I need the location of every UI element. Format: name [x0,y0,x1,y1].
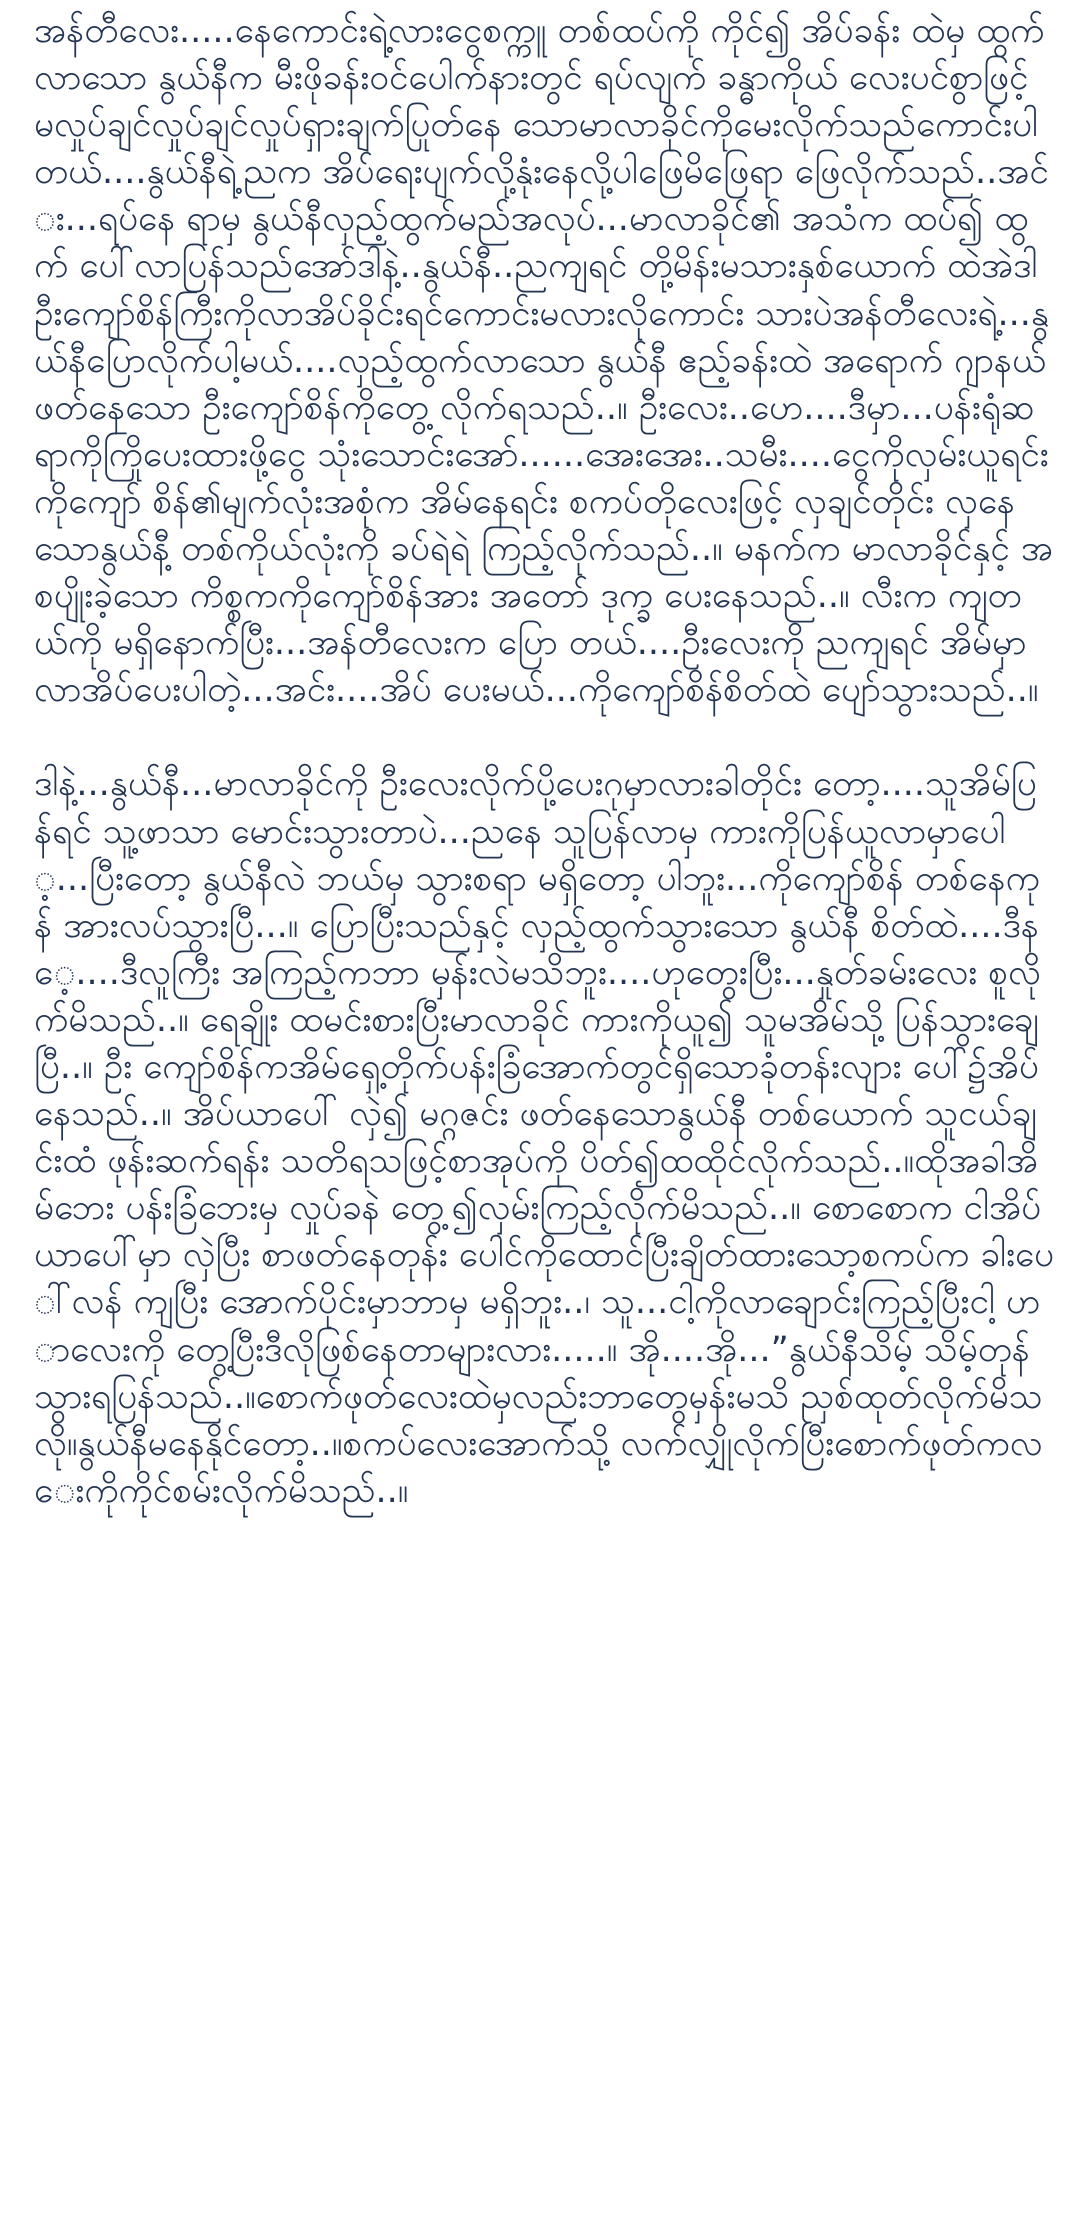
story-paragraph-2: ဒါနဲ့...နွယ်နီ...မာလာခိုင်ကို ဦးလေးလိုက်ပို့ပေးဂုမှာလားခါတိုင်း တော့....သူအိမ်ပြန်ရင် သူ့ဖာသာ မောင်းသွားတာပဲ...ညနေ သူပြန်လာမှ ကားကိုပြန်ယူလာမှာပေါ့...ပြီးတော့ နွယ်နီလဲ ဘယ်မှ သွားစရာ မရှိတော့ ပါဘူး...ကိုကျော်စိန် တစ်နေကုန် အားလပ်သွားပြီ...။ ပြောပြီးသည်နှင့် လှည့်ထွက်သွားသော နွယ်နီ စိတ်ထဲ....ဒီနေ့....ဒီလူကြီး အကြည့်ကဘာ မှန်းလဲမသိဘူး....ဟုတွေးပြီး...နှုတ်ခမ်းလေး စူလိုက်မိသည်..။ ရေချိုး ထမင်းစားပြီးမာလာခိုင် ကားကိုယူ၍ သူမအိမ်သို့ ပြန်သွားချေပြီ..။ ဦး ကျော်စိန်ကအိမ်ရှေ့တိုက်ပန်းခြံအောက်တွင်ရှိသောခုံတန်းလျား ပေါ်၌အိပ်နေသည်..။ အိပ်ယာပေါ် လှဲ၍ မဂ္ဂဇင်း ဖတ်နေသောနွယ်နီ တစ်ယောက် သူငယ်ချင်းထံ ဖုန်းဆက်ရန်း သတိရသဖြင့်စာအုပ်ကို ပိတ်၍ထထိုင်လိုက်သည်..။ထိုအခါအိမ်ဘေး ပန်းခြံဘေးမှ လှုပ်ခနဲ တွေ့၍လှမ်းကြည့်လိုက်မိသည်..။ စောစောက ငါအိပ်ယာပေါ်မှာ လှဲပြီး စာဖတ်နေတုန်း ပေါင်ကိုထောင်ပြီးချိတ်ထားသော့စကပ်က ခါးပေါ်လန် ကျပြီး အောက်ပိုင်းမှာဘာမှ မရှိဘူး..၊ သူ...ငါ့ကိုလာချောင်းကြည့်ပြီးငါ့ ဟာလေးကို တွေ့ပြီးဒီလိုဖြစ်နေတာများလား.....။ အို....အို...”နွယ်နီသိမ့် သိမ့်တုန်သွားရပြန်သည်..။စောက်ဖုတ်လေးထဲမှလည်းဘာတွေမှန်းမသိ ညှစ်ထုတ်လိုက်မိသလို။နွယ်နီမနေနိုင်တော့..။စကပ်လေးအောက်သို့ လက်လျှိုလိုက်ပြီးစောက်ဖုတ်ကလေးကိုကိုင်စမ်းလိုက်မိသည်..။ [34,764,1054,1511]
story-paragraph-1: အန်တီလေး.....နေကောင်းရဲ့လားငွေစက္ကူ တစ်ထပ်ကို ကိုင်၍ အိပ်ခန်း ထဲမှ ထွက်လာသော နွယ်နီက မီးဖိုခန်းဝင်ပေါက်နားတွင် ရပ်လျက် ခန္ဓာကိုယ် လေးပင်စွာဖြင့် မလှုပ်ချင်လှုပ်ချင်လှုပ်ရှားချက်ပြုတ်နေ သောမာလာခိုင်ကိုမေးလိုက်သည်ကောင်းပါတယ်....နွယ်နီရဲ့ညက အိပ်ရေးပျက်လို့နုံးနေလို့ပါဖြေမိဖြေရာ ဖြေလိုက်သည်..အင်း...ရပ်နေ ရာမှ နွယ်နီလှည့်ထွက်မည်အလုပ်...မာလာခိုင်၏ အသံက ထပ်၍ ထွက် ပေါ်လာပြန်သည်အော်ဒါနဲ့..နွယ်နီ..ညကျရင် တို့မိန်းမသားနှစ်ယောက် ထဲအဲဒါဦးကျော်စိန်ကြီးကိုလာအိပ်ခိုင်းရင်ကောင်းမလားလိုကောင်း သားပဲအန်တီလေးရဲ့...နွယ်နီပြောလိုက်ပါ့မယ်....လှည့်ထွက်လာသော နွယ်နီ ဧည့်ခန်းထဲ အရောက် ဂျာနယ်ဖတ်နေသော ဦးကျော်စိန်ကိုတွေ့ လိုက်ရသည်..။ ဦးလေး..ဟေ....ဒီမှာ...ပန်းရုံဆရာကိုကြိုပေးထားဖို့ငွေ သုံးသောင်းအော်......အေးအေး..သမီး....ငွေကိုလှမ်းယူရင်းကိုကျော် စိန်၏မျက်လုံးအစုံက အိမ်နေရင်း စကပ်တိုလေးဖြင့် လှချင်တိုင်း လှနေ သောနွယ်နီ့ တစ်ကိုယ်လုံးကို ခပ်ရဲရဲ ကြည့်လိုက်သည်..။ မနက်က မာလာခိုင်နှင့် အစပျိုးခဲ့သော ကိစ္စကကိုကျော်စိန်အား အတော် ဒုက္ခ ပေးနေသည်..။ လီးက ကျတယ်ကို မရှိနောက်ပြီး...အန်တီလေးက ပြော တယ်....ဦးလေးကို ညကျရင် အိမ်မှာ လာအိပ်ပေးပါတဲ့...အင်း....အိပ် ပေးမယ်...ကိုကျော်စိန်စိတ်ထဲ ပျော်သွားသည်..။ [34,11,1054,711]
story-body [34,8,1054,1515]
